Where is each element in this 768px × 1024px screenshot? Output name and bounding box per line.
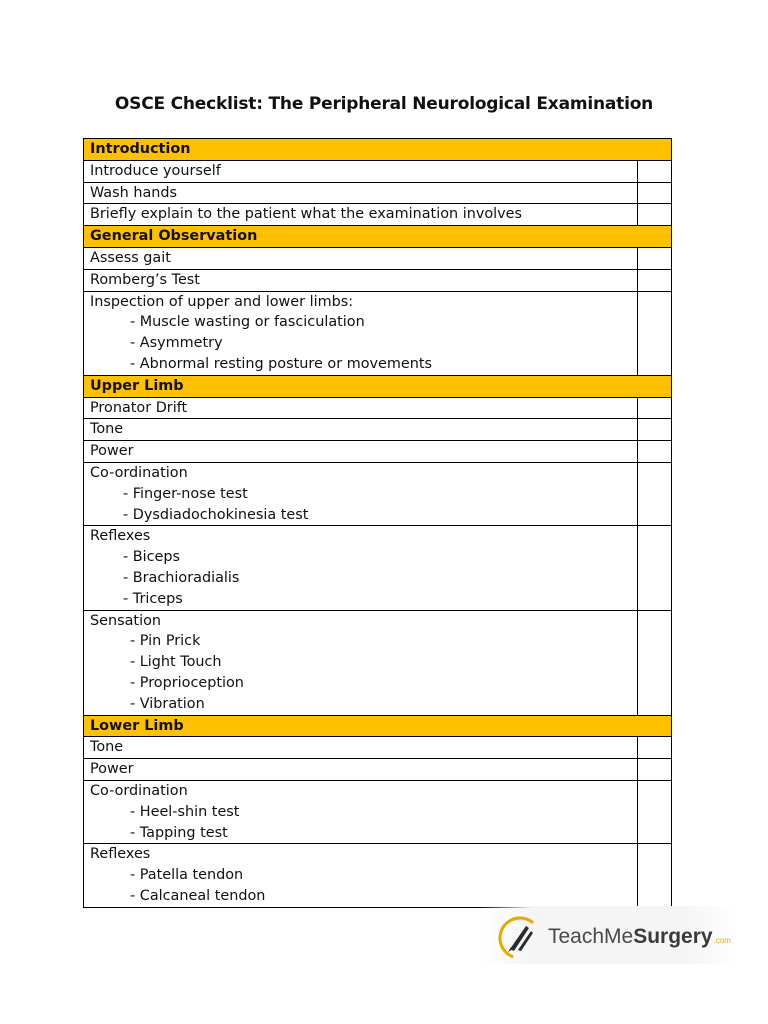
checklist-item-group <box>84 844 638 907</box>
brand-bold: Surgery <box>633 925 713 948</box>
checklist-item-group <box>84 526 638 610</box>
table-row <box>84 844 672 907</box>
checklist-item: Power <box>84 441 638 463</box>
sub-item: - Biceps <box>123 549 181 566</box>
group-label: Inspection of upper and lower limbs: <box>90 293 354 310</box>
table-row <box>84 160 672 182</box>
tick-box[interactable] <box>638 182 672 204</box>
quill-pen-icon <box>498 916 542 960</box>
section-header-introduction <box>84 139 672 161</box>
brand-domain: .com <box>713 936 731 945</box>
group-label: Reflexes <box>90 528 151 545</box>
table-row <box>84 291 672 375</box>
table-row <box>84 269 672 291</box>
checklist-item: Pronator Drift <box>84 397 638 419</box>
table-row <box>84 247 672 269</box>
checklist-item: Power <box>84 759 638 781</box>
group-label: Co-ordination <box>90 464 188 481</box>
checklist-item-group <box>84 610 638 715</box>
tick-box[interactable] <box>638 737 672 759</box>
sub-item: - Abnormal resting posture or movements <box>130 355 433 372</box>
section-title: Lower Limb <box>84 715 672 737</box>
tick-box[interactable] <box>638 247 672 269</box>
group-label: Reflexes <box>90 846 151 863</box>
checklist-item: Introduce yourself <box>84 160 638 182</box>
tick-box[interactable] <box>638 419 672 441</box>
table-row <box>84 397 672 419</box>
checklist-item: Briefly explain to the patient what the examination involves <box>84 204 638 226</box>
checklist-item-group <box>84 291 638 375</box>
tick-box[interactable] <box>638 462 672 525</box>
brand-wordmark <box>548 925 731 949</box>
tick-box[interactable] <box>638 780 672 843</box>
sub-item: - Triceps <box>123 590 183 607</box>
table-row <box>84 780 672 843</box>
checklist-item: Tone <box>84 419 638 441</box>
section-title: Upper Limb <box>84 375 672 397</box>
page-title: OSCE Checklist: The Peripheral Neurological Examination <box>114 94 654 114</box>
table-row <box>84 441 672 463</box>
sub-item: - Asymmetry <box>130 335 223 352</box>
tick-box[interactable] <box>638 204 672 226</box>
checklist-item: Wash hands <box>84 182 638 204</box>
group-label: Co-ordination <box>90 782 188 799</box>
section-header-lower-limb <box>84 715 672 737</box>
teachmesurgery-logo <box>480 906 738 964</box>
section-header-general-observation <box>84 226 672 248</box>
sub-item: - Pin Prick <box>130 633 201 650</box>
table-row <box>84 759 672 781</box>
sub-item: - Proprioception <box>130 674 244 691</box>
sub-item: - Light Touch <box>130 654 222 671</box>
section-title: General Observation <box>84 226 672 248</box>
table-row <box>84 526 672 610</box>
sub-item: - Patella tendon <box>130 867 244 884</box>
tick-box[interactable] <box>638 397 672 419</box>
brand-light: TeachMe <box>548 925 634 948</box>
table-row <box>84 182 672 204</box>
sub-item: - Calcaneal tendon <box>130 887 266 904</box>
tick-box[interactable] <box>638 610 672 715</box>
section-title: Introduction <box>84 139 672 161</box>
table-row <box>84 737 672 759</box>
checklist-table <box>83 138 672 908</box>
tick-box[interactable] <box>638 269 672 291</box>
checklist-item-group <box>84 780 638 843</box>
checklist-item: Romberg’s Test <box>84 269 638 291</box>
table-row <box>84 462 672 525</box>
sub-item: - Brachioradialis <box>123 569 240 586</box>
sub-item: - Muscle wasting or fasciculation <box>130 314 365 331</box>
section-header-upper-limb <box>84 375 672 397</box>
tick-box[interactable] <box>638 160 672 182</box>
table-row <box>84 610 672 715</box>
checklist-item: Tone <box>84 737 638 759</box>
tick-box[interactable] <box>638 291 672 375</box>
tick-box[interactable] <box>638 441 672 463</box>
checklist-item: Assess gait <box>84 247 638 269</box>
sub-item: - Dysdiadochokinesia test <box>123 506 309 523</box>
tick-box[interactable] <box>638 759 672 781</box>
sub-item: - Finger-nose test <box>123 485 248 502</box>
sub-item: - Heel-shin test <box>130 803 240 820</box>
group-label: Sensation <box>90 612 161 629</box>
sub-item: - Tapping test <box>130 824 228 841</box>
table-row <box>84 204 672 226</box>
tick-box[interactable] <box>638 526 672 610</box>
checklist-item-group <box>84 462 638 525</box>
table-row <box>84 419 672 441</box>
tick-box[interactable] <box>638 844 672 907</box>
sub-item: - Vibration <box>130 695 205 712</box>
